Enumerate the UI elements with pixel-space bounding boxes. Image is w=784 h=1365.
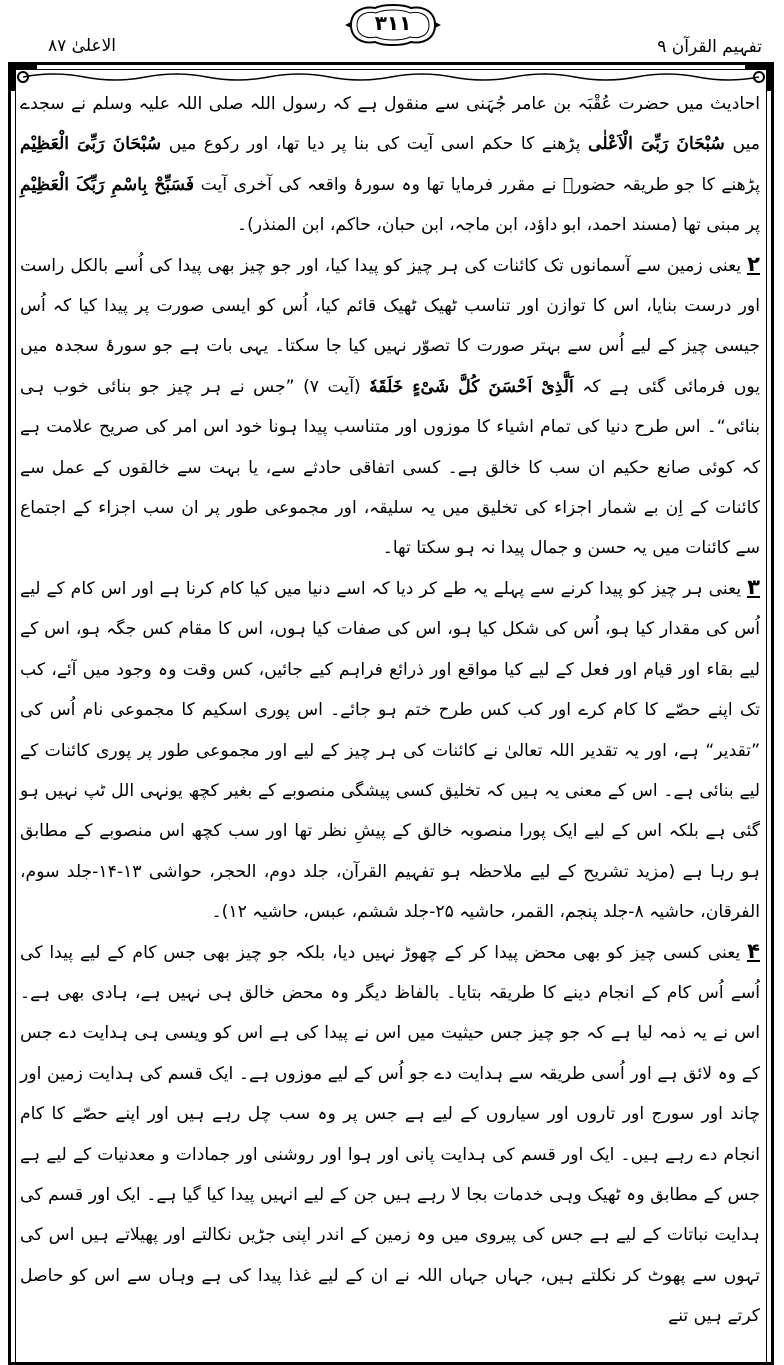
segment: یعنی ہر چیز کو پیدا کرنے سے پہلے یہ طے کر دیا کہ اسے دنیا میں کیا کام کرنا ہے اور اس کام کے لیے اُس کی مقدار کیا ہو، اُس کی شکل کیا ہو، اس کی صفات کیا ہوں، اس کا مقام کس جگہ ہو، اس کے لیے بقاء اور قیام اور فعل کے لیے کیا مواقع اور ذرائع فراہم کیے جائیں، کس وقت وہ وجود میں آئے، کب تک اپنے حصّے کا کام کرے اور کب کس طرح ختم ہو جائے۔ اس پوری اسکیم کا مجموعی نام اُس کی ”تقدیر“ ہے، اور یہ تقدیر اللہ تعالیٰ نے کائنات کی ہر چیز کے لیے اور مجموعی طور پر پوری کائنات کے لیے بنائی ہے۔ اس کے معنی یہ ہیں کہ تخلیق کسی پیشگی منصوبے کے بغیر کچھ یونہی الل ٹپ نہیں ہو گئی ہے بلکہ اس کے لیے ایک پورا منصوبہ خالق کے پیشِ نظر تھا اور سب کچھ اس منصوبے کے مطابق ہو رہا ہے (مزید تشریح کے لیے ملاحظہ ہو تفہیم القرآن، جلد دوم، الحجر، حواشی ۱۳-۱۴-جلد سوم، الفرقان، حاشیہ ۸-جلد پنجم، القمر، حاشیہ ۲۵-جلد ششم، عبس، حاشیہ ۱۲)۔ — [20, 578, 760, 923]
segment: پڑھنے کا حکم اسی آیت کی بنا پر دیا تھا، اور رکوع میں — [161, 134, 588, 155]
footnote-number: ۴ — [747, 938, 760, 963]
paragraph-intro — [20, 84, 760, 246]
segment: پر مبنی تھا (مسند احمد، ابو داؤد، ابن ماجہ، ابن حبان، حاکم، ابن المنذر)۔ — [237, 215, 760, 236]
arabic-quote: سُبْحَانَ رَبِّیَ الْاَعْلٰی — [588, 134, 725, 155]
book-title: تفہیم القرآن ۹ — [657, 37, 762, 57]
top-decorative-band — [23, 71, 759, 83]
segment: (آیت ۷) ”جس نے ہر چیز جو بنائی خوب ہی بنائی“۔ اس طرح دنیا کی تمام اشیاء کا موزوں اور متناسب پیدا ہونا خود اس امر کی صریح علامت ہے کہ کوئی صانع حکیم ان سب کا خالق ہے۔ کسی اتفاقی حادثے سے، یا بہت سے خالقوں کے عمل سے کائنات کے اِن بے شمار اجزاء کی تخلیق میں یہ سلیقہ، اور مجموعی طور پر ان سب اجزاء کے اجتماع سے کائنات میں یہ حسن و جمال پیدا نہ ہو سکتا تھا۔ — [20, 376, 760, 559]
surah-title: الاعلیٰ ۸۷ — [48, 36, 117, 56]
footnote-3 — [20, 569, 760, 933]
arabic-quote: اَلَّذِیْ اَحْسَنَ کُلَّ شَیْءٍ خَلَقَهٗ — [369, 376, 574, 397]
page-body — [20, 84, 760, 1365]
page-number: ۳۱۱ — [374, 11, 412, 35]
segment: پڑھنے کا جو طریقہ حضورؐ نے مقرر فرمایا تھا وہ سورۂ واقعہ کی آخری آیت — [194, 174, 760, 195]
segment: یعنی زمین سے آسمانوں تک کائنات کی ہر چیز کو پیدا کیا، اور جو چیز بھی پیدا کی اُسے بالکل راست اور درست بنایا، اس کا توازن اور تناسب ٹھیک ٹھیک قائم کیا، اُس کو ایسی صورت پر پیدا کیا کہ اُس جیسی چیز کے لیے اُس سے بہتر صورت کا تصوّر نہیں کیا جا سکتا۔ یہی بات ہے جو سورۂ سجدہ میں یوں فرمائی گئی ہے کہ — [20, 255, 760, 397]
segment: یعنی کسی چیز کو بھی محض پیدا کر کے چھوڑ نہیں دیا، بلکہ جو چیز بھی جس کام کے لیے پیدا کی اُسے اُس کام کے انجام دینے کا طریقہ بتایا۔ بالفاظ دیگر وہ محض خالق ہی نہیں ہے، ہادی بھی ہے۔ اس نے یہ ذمہ لیا ہے کہ جو چیز جس حیثیت میں اس نے پیدا کی ہے اس کو ویسی ہی ہدایت دے جس کے وہ لائق ہے اور اُسی طریقہ سے ہدایت دے جو اُس کے لیے موزوں ہے۔ ایک قسم کی ہدایت زمین اور چاند اور سورج اور تاروں اور سیاروں کے لیے ہے جس پر وہ سب چل رہے ہیں اور اپنے حصّے کا کام انجام دے رہے ہیں۔ ایک اور قسم کی ہدایت پانی اور ہوا اور روشنی اور جمادات و معدنیات کے لیے ہے جس کے مطابق وہ ٹھیک وہی خدمات بجا لا رہے ہیں جن کے لیے انہیں پیدا کیا گیا ہے۔ ایک اور قسم کی ہدایت نباتات کے لیے ہے جس کی پیروی میں وہ زمین کے اندر اپنی جڑیں نکالتے اور پھیلاتے ہیں اس کی تہوں سے پھوٹ کر نکلتے ہیں، جہاں جہاں اللہ نے ان کے لیے غذا پیدا کی ہے وہاں سے اس کو حاصل کرتے ہیں تنے — [20, 942, 760, 1327]
segment: احادیث میں حضرت عُقْبَہ بن عامر جُہَنی سے منقول ہے کہ رسول اللہ صلی اللہ علیہ وسلم نے سجدے میں — [20, 94, 760, 155]
footnote-4 — [20, 933, 760, 1337]
footnote-2 — [20, 246, 760, 569]
arabic-quote: فَسَبِّحْ بِاسْمِ رَبِّکَ الْعَظِیْمِ — [20, 174, 195, 195]
footnote-number: ۲ — [747, 251, 760, 276]
page-number-emblem — [343, 2, 443, 48]
page-header — [0, 0, 784, 62]
footnote-number: ۳ — [747, 574, 760, 599]
arabic-quote: سُبْحَانَ رَبِّیَ الْعَظِیْم — [20, 134, 162, 155]
